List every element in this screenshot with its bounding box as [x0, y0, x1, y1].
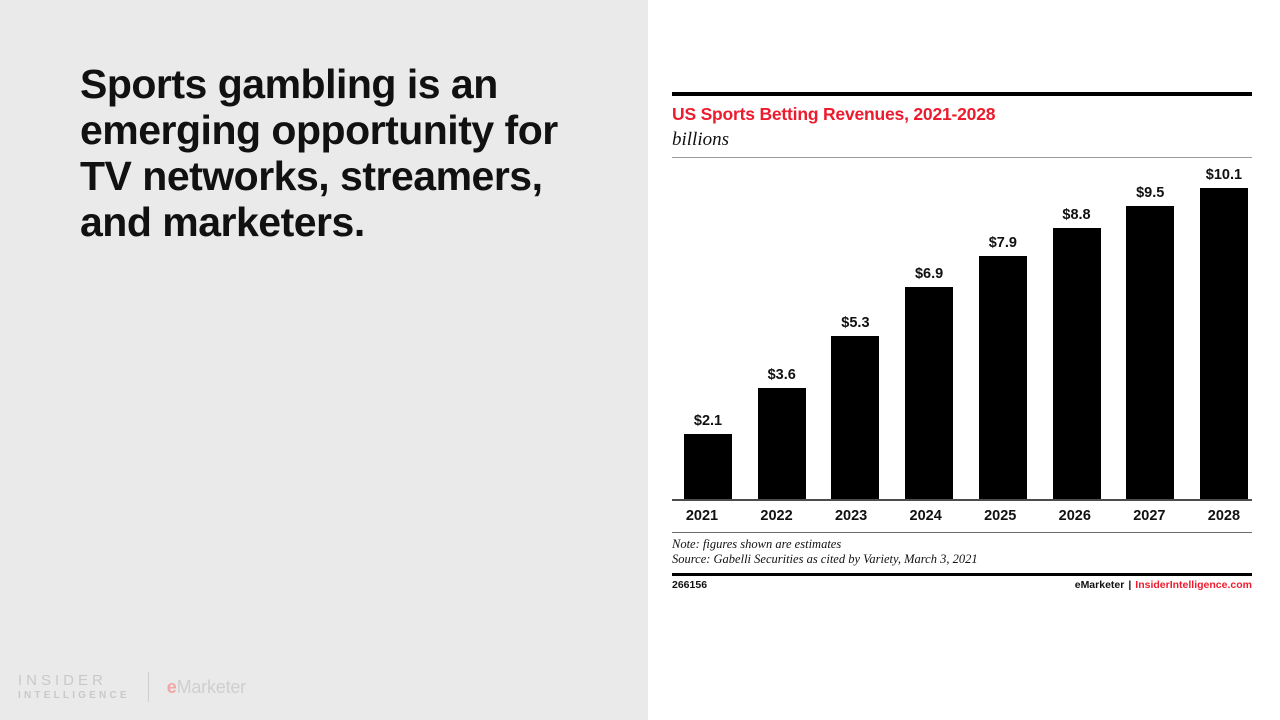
chart-footer-rule	[672, 532, 1252, 533]
emarketer-logo	[167, 677, 246, 698]
chart-top-rule	[672, 92, 1252, 96]
bar-column	[1053, 162, 1101, 499]
footer-brand-e: e	[1074, 578, 1081, 591]
bar-value-label: $8.8	[1062, 207, 1091, 224]
chart-note: Note: figures shown are estimates	[672, 536, 842, 551]
bar-value-label: $5.3	[841, 314, 870, 331]
bar	[979, 256, 1027, 499]
bar	[905, 287, 953, 499]
chart-card	[672, 92, 1252, 591]
footer-brand-name: Marketer	[1080, 578, 1125, 591]
bar-value-label: $2.1	[693, 413, 723, 430]
x-axis-tick-labels	[672, 501, 1252, 524]
brand-lockup	[18, 670, 246, 704]
bar-value-label: $7.9	[988, 234, 1017, 251]
chart-title-rule	[672, 157, 1252, 158]
bar-column	[905, 162, 953, 499]
x-axis-label: 2025	[984, 507, 1017, 524]
bar	[1200, 188, 1248, 499]
bar-column	[979, 162, 1027, 499]
chart-id: 266156	[672, 578, 708, 591]
chart-source: Source: Gabelli Securities as cited by Variety, March 3, 2021	[672, 552, 978, 567]
chart-title: US Sports Betting Revenues, 2021-2028	[672, 104, 996, 124]
chart-subtitle: billions	[672, 129, 730, 150]
x-axis-label: 2021	[685, 507, 719, 524]
footer-separator: |	[1128, 578, 1132, 591]
insider-intelligence-logo	[18, 672, 130, 702]
bar-value-label: $6.9	[914, 265, 944, 282]
bar	[758, 388, 806, 499]
bar	[1126, 206, 1174, 499]
x-axis-label: 2027	[1133, 507, 1166, 524]
chart-brand-footer	[1075, 579, 1252, 591]
bar-column	[1200, 162, 1248, 499]
insider-logo-line2: INTELLIGENCE	[18, 690, 130, 702]
x-axis-label: 2026	[1058, 507, 1091, 524]
bar	[831, 336, 879, 499]
chart-bottom-rule	[672, 573, 1252, 576]
insider-logo-line1: INSIDER	[18, 671, 107, 689]
bar-value-label: $3.6	[767, 367, 796, 384]
emarketer-logo-e: e	[166, 676, 177, 697]
bar-value-label: $10.1	[1205, 167, 1243, 183]
page-title: Sports gambling is an emerging opportunity for TV networks, streamers, and marketers.	[80, 61, 558, 245]
bar-column	[1126, 162, 1174, 499]
footer-url[interactable]: InsiderIntelligence.com	[1135, 578, 1252, 591]
brand-divider	[148, 672, 149, 702]
x-axis-label: 2022	[760, 507, 793, 524]
emarketer-logo-name: Marketer	[176, 676, 246, 697]
chart-footer	[672, 579, 1252, 591]
x-axis-label: 2024	[909, 507, 942, 524]
bar	[684, 434, 732, 499]
x-axis-label: 2023	[834, 507, 868, 524]
bar-column	[684, 162, 732, 499]
bar	[1053, 228, 1101, 499]
x-axis-label: 2028	[1207, 507, 1241, 524]
bar-column	[831, 162, 879, 499]
bar-column	[758, 162, 806, 499]
bar-value-label: $9.5	[1136, 185, 1165, 202]
bar-series	[678, 162, 1252, 499]
chart-plot-area	[672, 162, 1252, 499]
chart-notes	[672, 537, 1252, 568]
